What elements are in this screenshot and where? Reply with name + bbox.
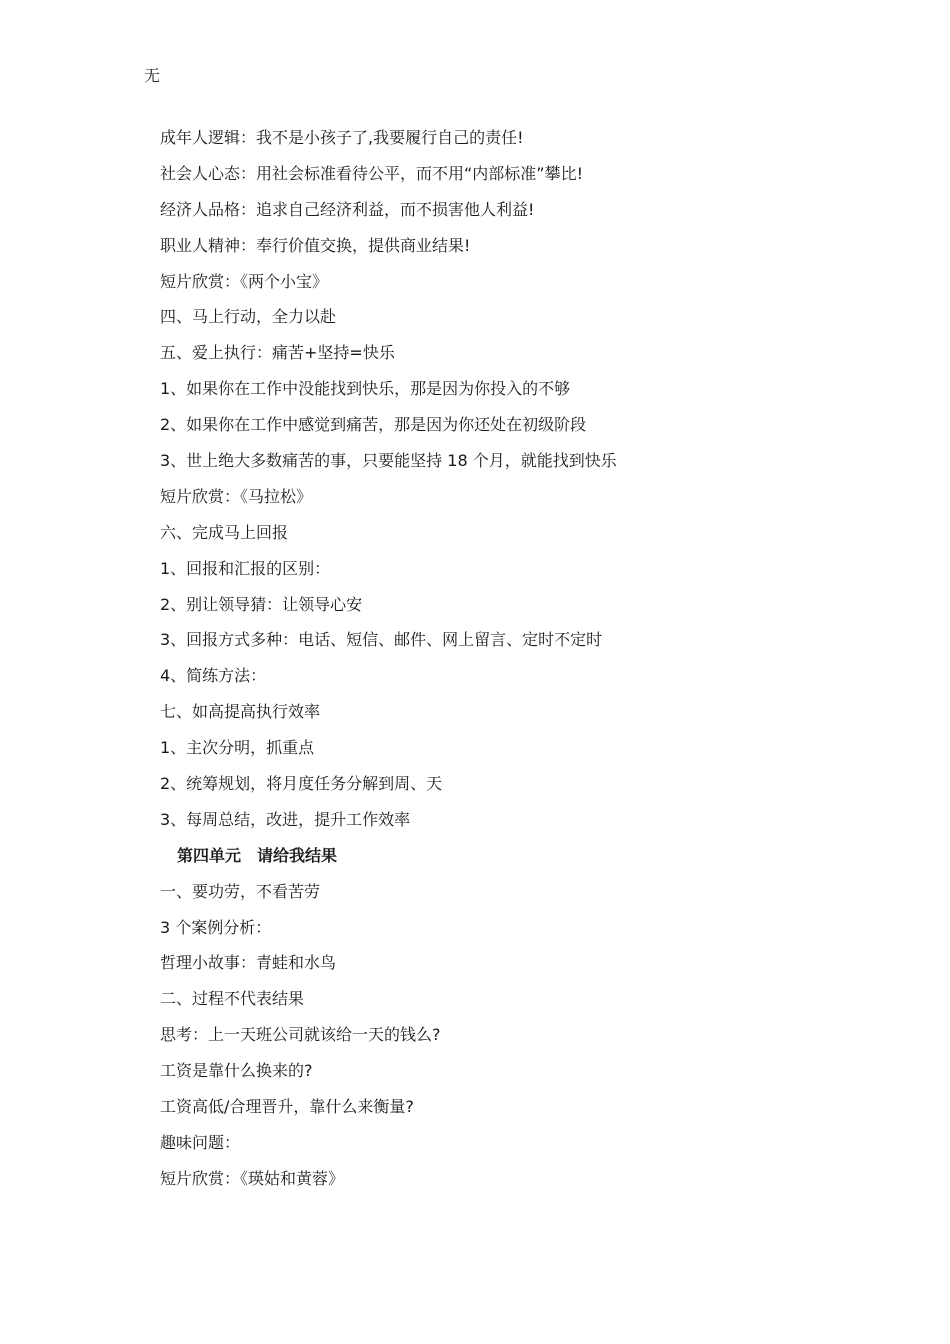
list-item: 3、每周总结，改进，提升工作效率 bbox=[160, 809, 411, 829]
section-heading: 六、完成马上回报 bbox=[160, 522, 289, 542]
list-item: 4、简练方法： bbox=[160, 666, 267, 686]
text-line: 职业人精神：奉行价值交换，提供商业结果! bbox=[160, 235, 471, 255]
list-item: 2、统筹规划，将月度任务分解到周、天 bbox=[160, 774, 443, 794]
section-heading: 一、要功劳，不看苦劳 bbox=[160, 881, 321, 901]
list-item: 2、如果你在工作中感觉到痛苦，那是因为你还处在初级阶段 bbox=[160, 415, 587, 435]
text-line: 社会人心态：用社会标准看待公平，而不用“内部标准”攀比! bbox=[160, 163, 583, 183]
section-heading: 二、过程不代表结果 bbox=[160, 989, 305, 1009]
header-mark: 无 bbox=[144, 66, 161, 85]
text-line: 思考：上一天班公司就该给一天的钱么? bbox=[160, 1025, 441, 1045]
section-heading: 四、马上行动，全力以赴 bbox=[160, 307, 337, 327]
text-line: 工资是靠什么换来的? bbox=[160, 1061, 313, 1081]
text-line: 哲理小故事：青蛙和水鸟 bbox=[160, 953, 337, 973]
text-line: 经济人品格：追求自己经济利益，而不损害他人利益! bbox=[160, 199, 535, 219]
list-item: 1、主次分明，抓重点 bbox=[160, 738, 315, 758]
text-line: 短片欣赏：《两个小宝》 bbox=[160, 271, 329, 291]
text-line: 3 个案例分析： bbox=[160, 917, 272, 937]
section-heading: 五、爱上执行：痛苦+坚持=快乐 bbox=[160, 343, 395, 363]
list-item: 1、如果你在工作中没能找到快乐，那是因为你投入的不够 bbox=[160, 379, 571, 399]
document-body bbox=[160, 124, 860, 1201]
text-line: 工资高低/合理晋升，靠什么来衡量? bbox=[160, 1097, 414, 1117]
section-heading: 七、如高提高执行效率 bbox=[160, 702, 321, 722]
text-line: 成年人逻辑：我不是小孩子了,我要履行自己的责任! bbox=[160, 128, 524, 147]
list-item: 1、回报和汇报的区别： bbox=[160, 558, 331, 578]
list-item: 3、回报方式多种：电话、短信、邮件、网上留言、定时不定时 bbox=[160, 630, 603, 650]
list-item: 3、世上绝大多数痛苦的事，只要能坚持 18 个月，就能找到快乐 bbox=[160, 451, 617, 471]
list-item: 2、别让领导猜：让领导心安 bbox=[160, 594, 363, 614]
text-line: 短片欣赏：《瑛姑和黄蓉》 bbox=[160, 1168, 345, 1188]
text-line: 趣味问题： bbox=[160, 1132, 241, 1152]
unit-heading: 第四单元 请给我结果 bbox=[177, 845, 338, 865]
text-line: 短片欣赏：《马拉松》 bbox=[160, 486, 313, 506]
